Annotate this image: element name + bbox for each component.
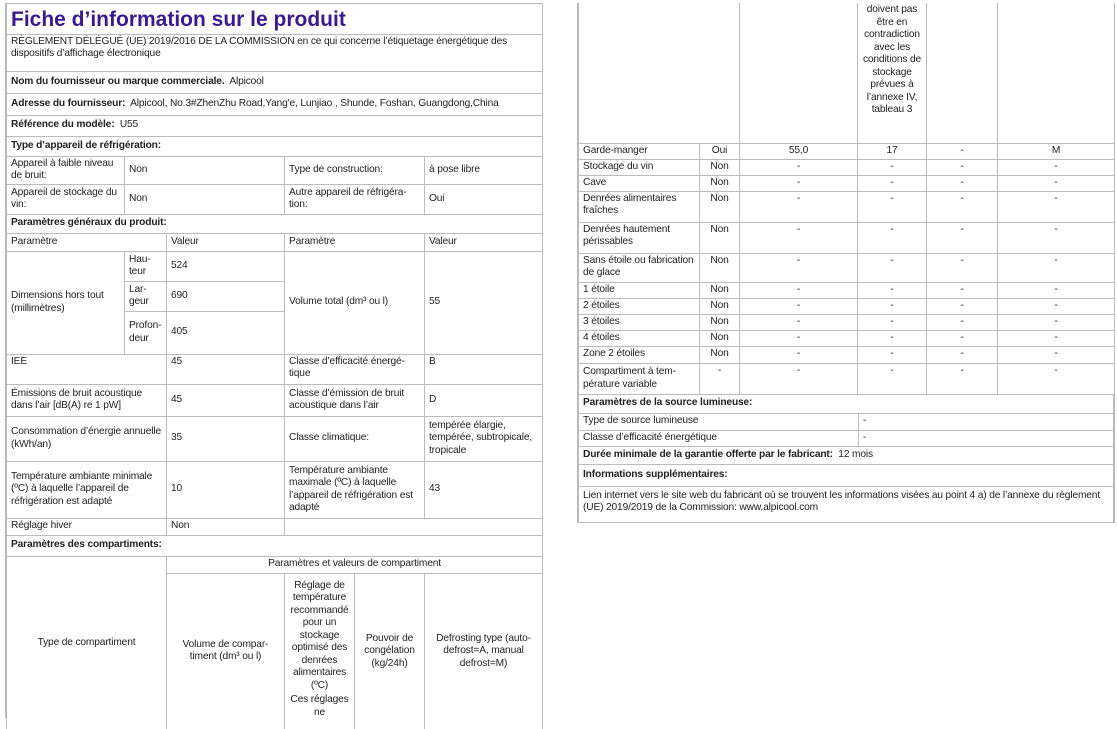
compartment-value: - [858,330,927,346]
compartment-value: - [858,346,927,363]
cell: Non [167,518,285,535]
cell: tempérée élargie, tempérée, subtropicale, tropicale [425,416,543,461]
compartment-value: - [998,330,1115,346]
compartment-value: - [740,282,858,298]
cell: à pose libre [425,156,543,184]
compartment-type: Denrées hautement périssables [579,222,700,253]
regulation-text: RÈGLEMENT DÉLÉGUÉ (UE) 2019/2016 DE LA COMMISSION en ce qui concerne l’étiquetage énergétique des dispositifs d’affichage électronique [7,34,543,71]
compartment-value: 55,0 [740,143,858,159]
compartment-value: - [858,175,927,191]
product-info-table [6,4,543,215]
dim-label: Largeur [125,281,167,311]
compartment-value: - [927,282,998,298]
dim-value: 524 [167,251,285,281]
compartments-table [578,3,1115,395]
compartment-value: - [858,282,927,298]
compartment-value: - [740,363,858,394]
additional-text: Lien internet vers le site web du fabricant où se trouvent les informations visées au point 4 a) de l’annexe du règlement (UE) 2019/2019 de la Commission: www.alpicool.com [579,486,1114,522]
compartment-value: - [998,159,1115,175]
appliance-type-heading: Type d’appareil de réfrigération: [7,136,543,156]
compartment-value: - [740,159,858,175]
compartment-type: Denrées alimentaires fraîches [579,191,700,222]
dim-value: 690 [167,281,285,311]
address-value: Alpicool, No.3#ZhenZhu Road,Yang'e, Lunjiao , Shunde, Foshan, Guangdong,China [130,98,499,109]
header-cell: Paramètre [7,233,167,251]
general-row [7,384,543,416]
general-heading: Paramètres généraux du produit: [7,214,543,233]
compartment-value: Non [700,222,740,253]
compartment-row [579,159,1115,175]
address-label: Adresse du fournisseur: [11,98,125,109]
compartment-type: 2 étoiles [579,298,700,314]
cell: 45 [167,354,285,384]
cell: IEE [7,354,167,384]
compartment-value: M [998,143,1115,159]
cell: Classe climatique: [285,416,425,461]
product-sheet-page-left [5,3,543,718]
cell: D [425,384,543,416]
compartment-value: - [858,298,927,314]
volume-label: Volume total (dm³ ou l) [285,251,425,354]
address-row [7,93,543,115]
empty-cell [740,3,858,143]
compartment-value: Non [700,314,740,330]
compartment-value: Non [700,175,740,191]
compartment-type: Stockage du vin [579,159,700,175]
compartment-row [579,175,1115,191]
compartment-row [579,346,1115,363]
cell: Appareil de stockage du vin: [7,184,125,214]
additional-heading: Informations supplémentaires: [579,464,1114,486]
empty-cell [998,3,1115,143]
temperature-note-part2: doivent pas être en contradiction avec les conditions de stockage prévues à l’annexe IV, tableau 3 [858,3,927,143]
cell: 10 [167,461,285,518]
dimensions-label: Dimensions hors tout (millimètres) [7,251,125,354]
compartment-row [579,253,1115,282]
header-cell: Paramètre [285,233,425,251]
supplier-row [7,71,543,93]
compartment-value: - [927,330,998,346]
compartment-value: - [927,175,998,191]
cell: Classe d’efficacité énergétique [579,430,859,446]
compartment-value: Non [700,282,740,298]
compartment-type: Garde-manger [579,143,700,159]
model-value: U55 [120,119,138,130]
dim-value: 405 [167,311,285,354]
empty-cell [285,518,543,535]
compartment-value: - [998,253,1115,282]
light-row [579,430,1114,446]
volume-header: Volume de compartiment (dm³ ou l) [167,573,285,729]
header-cell: Valeur [167,233,285,251]
warranty-row [579,446,1114,464]
compartment-value: - [927,191,998,222]
empty-cell [579,3,740,143]
compartment-type-header: Type de compartiment [7,556,167,729]
compartment-value: - [998,191,1115,222]
cell: 45 [167,384,285,416]
cell: Température ambiante maximale (ºC) à laquelle l’appareil de réfrigération est adapté [285,461,425,518]
cell: Température ambiante minimale (ºC) à laquelle l’appareil de réfrigération est adapté [7,461,167,518]
compartment-value: - [998,282,1115,298]
cell: Non [125,156,285,184]
cell: - [859,430,1114,446]
compartment-value: - [927,346,998,363]
general-header-row [7,233,543,251]
volume-value: 55 [425,251,543,354]
compartment-row [579,298,1115,314]
light-row [579,413,1114,430]
compartment-value: - [927,222,998,253]
compartment-value: Non [700,330,740,346]
cell: Réglage hiver [7,518,167,535]
compartment-value: - [927,143,998,159]
compartment-type: 1 étoile [579,282,700,298]
compartment-group-header: Paramètres et valeurs de compartiment [167,556,543,573]
compartment-value: - [927,363,998,394]
product-sheet-page-right [577,3,1115,523]
compartment-value: - [740,330,858,346]
compartment-value: 17 [858,143,927,159]
page-title: Fiche d’information sur le produit [7,4,543,34]
compartment-value: - [927,253,998,282]
model-row [7,115,543,136]
compartment-value: - [927,314,998,330]
compartment-value: - [998,314,1115,330]
compartment-row [579,330,1115,346]
compartment-value: - [858,314,927,330]
empty-cell [927,3,998,143]
model-label: Référence du modèle: [11,119,114,130]
cell: Type de construction: [285,156,425,184]
cell: B [425,354,543,384]
compartment-type: 4 étoiles [579,330,700,346]
compartment-row [579,222,1115,253]
compartment-value: - [858,253,927,282]
general-row [7,461,543,518]
compartment-value: - [740,191,858,222]
compartment-value: - [740,314,858,330]
compartment-value: - [858,222,927,253]
compartment-value: Non [700,298,740,314]
compartment-value: - [927,298,998,314]
general-params-table [6,214,543,536]
temperature-note-part1: Ces réglages ne [285,693,355,729]
cell: Oui [425,184,543,214]
compartment-value: - [998,346,1115,363]
cell: Autre appareil de réfrigération: [285,184,425,214]
appliance-type-row [7,184,543,214]
compartment-value: - [740,175,858,191]
supplier-label: Nom du fournisseur ou marque commerciale. [11,76,225,87]
compartment-value: Oui [700,143,740,159]
cell: Classe d’émission de bruit acoustique dans l’air [285,384,425,416]
compartment-value: - [740,298,858,314]
compartment-row [579,314,1115,330]
dim-label: Hauteur [125,251,167,281]
compartment-value: Non [700,191,740,222]
compartment-value: - [858,363,927,394]
compartments-header-table [6,535,543,729]
cell: 43 [425,461,543,518]
header-cell: Valeur [425,233,543,251]
compartment-row [579,143,1115,159]
cell: Émissions de bruit acoustique dans l’air [dB(A) re 1 pW] [7,384,167,416]
compartments-heading: Paramètres des compartiments: [7,535,543,556]
compartment-row [579,191,1115,222]
compartment-value: - [998,363,1115,394]
cell: Consommation d’énergie annuelle (kWh/an) [7,416,167,461]
cell: Classe d’efficacité énergétique [285,354,425,384]
cell: - [859,413,1114,430]
compartment-type: Compartiment à température variable [579,363,700,394]
light-source-table [578,394,1114,523]
winter-row [7,518,543,535]
defrost-header: Defrosting type (auto-defrost=A, manual defrost=M) [425,573,543,729]
compartment-value: Non [700,159,740,175]
compartment-value: Non [700,253,740,282]
compartment-type: 3 étoiles [579,314,700,330]
supplier-value: Alpicool [229,76,263,87]
compartment-value: - [740,253,858,282]
compartment-value: - [740,222,858,253]
light-heading: Paramètres de la source lumineuse: [579,394,1114,413]
compartment-value: - [700,363,740,394]
compartment-type: Cave [579,175,700,191]
general-row [7,354,543,384]
warranty-value: 12 mois [838,449,873,460]
compartment-value: - [858,159,927,175]
compartment-value: - [858,191,927,222]
compartment-value: - [740,346,858,363]
appliance-type-row [7,156,543,184]
dim-label: Profondeur [125,311,167,354]
compartment-value: - [927,159,998,175]
compartment-row [579,363,1115,394]
compartment-type: Zone 2 étoiles [579,346,700,363]
cell: Non [125,184,285,214]
cell: 35 [167,416,285,461]
cell: Type de source lumineuse [579,413,859,430]
compartment-value: - [998,298,1115,314]
freezing-header: Pouvoir de congélation (kg/24h) [355,573,425,729]
temperature-header: Réglage de température recommandé pour un stockage optimisé des denrées alimentaires (ºC) [285,573,355,693]
cell: Appareil à faible niveau de bruit: [7,156,125,184]
general-row [7,416,543,461]
compartment-value: Non [700,346,740,363]
compartment-type: Sans étoile ou fabrication de glace [579,253,700,282]
compartment-value: - [998,222,1115,253]
warranty-label: Durée minimale de la garantie offerte par le fabricant: [583,449,833,460]
compartment-row [579,282,1115,298]
compartment-value: - [998,175,1115,191]
